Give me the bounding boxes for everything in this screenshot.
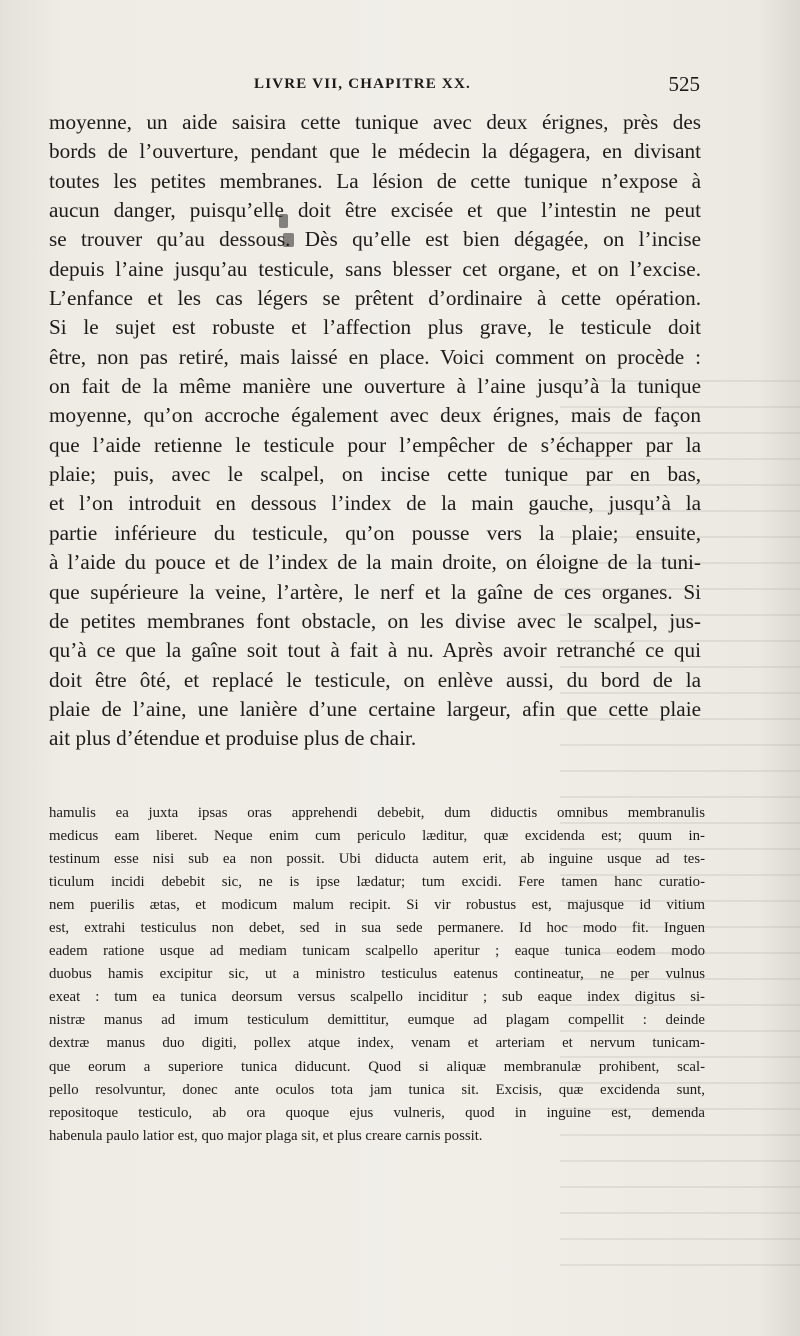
text-line: que supérieure la veine, l’artère, le nerf et la gaîne de ces organes. Si	[49, 579, 701, 604]
page-edge-shadow	[758, 0, 800, 1336]
text-line: on fait de la même manière une ouverture à l’aine jusqu’à la tunique	[49, 374, 701, 399]
text-line: être, non pas retiré, mais laissé en place. Voici comment on procède :	[49, 344, 701, 369]
text-line: que eorum a superiore tunica diducunt. Quod si aliquæ membranulæ prohibent, scal-	[49, 1058, 705, 1075]
page-header	[48, 72, 700, 100]
text-line: depuis l’aine jusqu’au testicule, sans blesser cet organe, et on l’excise.	[49, 256, 701, 281]
page-number: 525	[668, 72, 700, 96]
text-line: exeat : tum ea tunica deorsum versus scalpello inciditur ; sub eaque index digitus si-	[49, 989, 705, 1006]
text-line: doit être ôté, et replacé le testicule, on enlève aussi, du bord de la	[49, 667, 701, 692]
text-line: ait plus d’étendue et produise plus de chair.	[49, 726, 417, 751]
text-line: medicus eam liberet. Neque enim cum periculo læditur, quæ excidenda est; quum in-	[49, 828, 705, 845]
text-line: duobus hamis excipitur sic, ut a ministro testiculus eatenus contineatur, ne per vulnus	[49, 966, 705, 983]
text-line: eadem ratione usque ad mediam tunicam scalpello aperitur ; eaque tunica eodem modo	[49, 943, 705, 960]
text-line: à l’aide du pouce et de l’index de la main droite, on éloigne de la tuni-	[49, 550, 701, 575]
text-line: toutes les petites membranes. La lésion de cette tunique n’expose à	[49, 168, 701, 193]
text-line: est, extrahi testiculus non debet, sed in sua sede permanere. Id hoc modo fit. Inguen	[49, 920, 705, 937]
text-line: repositoque testiculo, ab ora quoque ejus vulneris, quod in inguine est, demenda	[49, 1104, 705, 1121]
french-translation	[49, 108, 701, 754]
text-line: dextræ manus duo digiti, pollex atque index, venam et arteriam et nervum tunicam-	[49, 1035, 705, 1052]
text-line: aucun danger, puisqu’elle doit être excisée et que l’intestin ne peut	[49, 198, 701, 223]
running-head: LIVRE VII, CHAPITRE XX.	[254, 76, 471, 92]
text-line: qu’à ce que la gaîne soit tout à fait à nu. Après avoir retranché ce qui	[49, 638, 701, 663]
text-line: moyenne, qu’on accroche également avec deux érignes, mais de façon	[49, 403, 701, 428]
text-line: testinum esse nisi sub ea non possit. Ubi diducta autem erit, ab inguine usque ad tes-	[49, 851, 705, 868]
text-line: plaie; puis, avec le scalpel, on incise cette tunique par en bas,	[49, 462, 701, 487]
text-line: nem puerilis ætas, et modicum malum recipit. Si vir robustus est, majusque id vitium	[49, 897, 705, 914]
text-line: bords de l’ouverture, pendant que le médecin la dégagera, en divisant	[49, 139, 701, 164]
text-line: hamulis ea juxta ipsas oras apprehendi debebit, dum diductis omnibus membranulis	[49, 805, 705, 821]
text-line: habenula paulo latior est, quo major plaga sit, et plus creare carnis possit.	[49, 1127, 483, 1144]
text-line: et l’on introduit en dessous l’index de la main gauche, jusqu’à la	[49, 491, 701, 516]
text-line: partie inférieure du testicule, qu’on pousse vers la plaie; ensuite,	[49, 520, 701, 545]
latin-original	[49, 802, 705, 1148]
text-line: L’enfance et les cas légers se prêtent d’ordinaire à cette opération.	[49, 286, 701, 311]
text-line: se trouver qu’au dessous. Dès qu’elle est bien dégagée, on l’incise	[49, 227, 701, 252]
text-line: moyenne, un aide saisira cette tunique avec deux érignes, près des	[49, 110, 701, 134]
text-line: pello resolvuntur, donec ante oculos tota jam tunica sit. Excisis, quæ excidenda sunt,	[49, 1081, 705, 1098]
text-line: que l’aide retienne le testicule pour l’empêcher de s’échapper par la	[49, 432, 701, 457]
text-line: plaie de l’aine, une lanière d’une certaine largeur, afin que cette plaie	[49, 696, 701, 721]
text-line: nistræ manus ad imum testiculum demittitur, eumque ad plagam compellit : deinde	[49, 1012, 705, 1029]
text-line: ticulum incidi debebit sic, ne is ipse lædatur; tum excidi. Fere tamen hanc curatio-	[49, 874, 705, 891]
text-line: de petites membranes font obstacle, on les divise avec le scalpel, jus-	[49, 608, 701, 633]
text-line: Si le sujet est robuste et l’affection plus grave, le testicule doit	[49, 315, 701, 340]
